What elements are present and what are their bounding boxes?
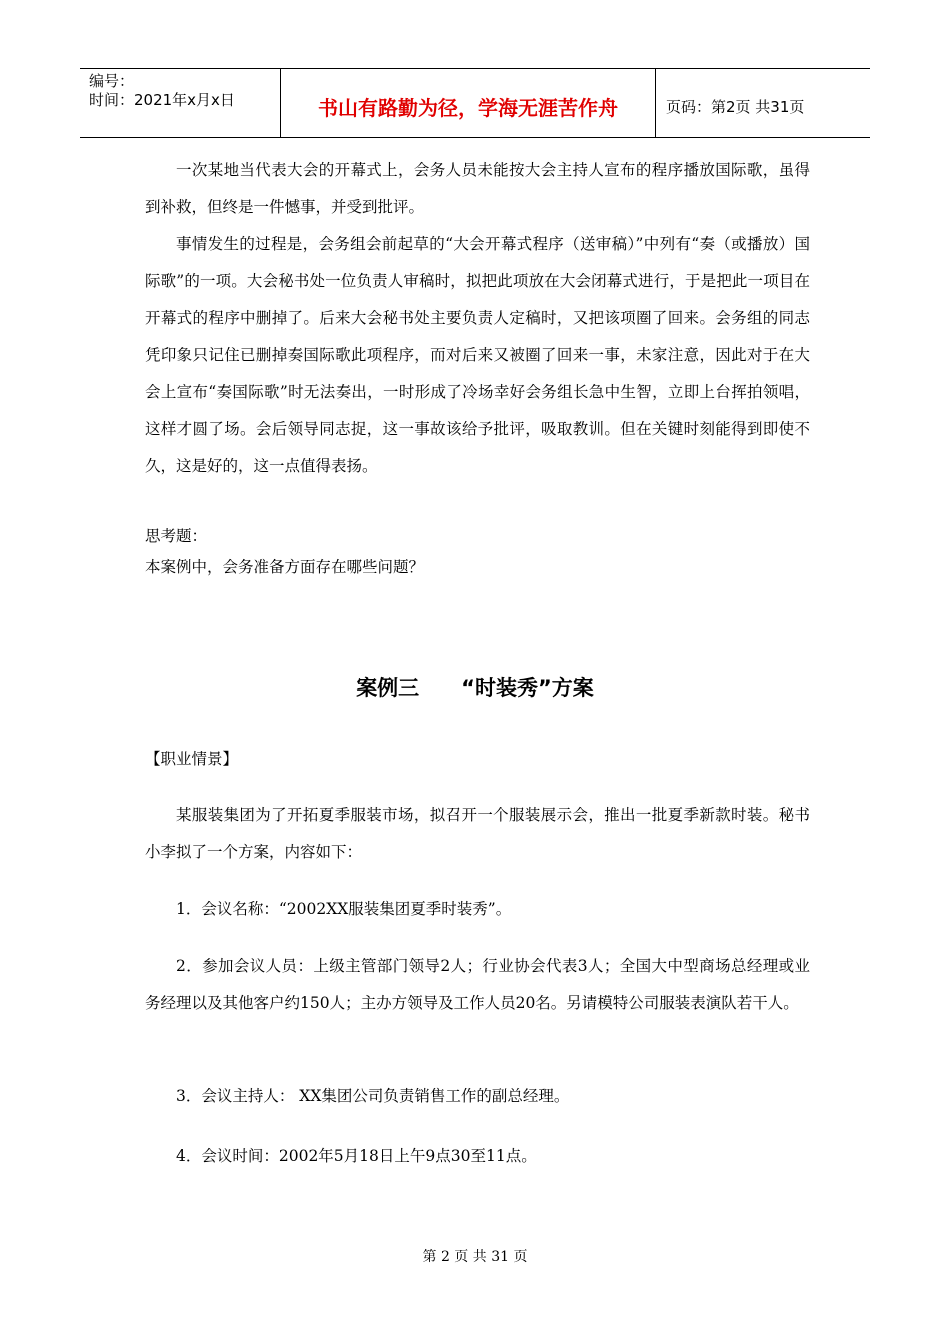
header-meta bbox=[80, 69, 281, 137]
case3-section-label: 【职业情景】 bbox=[145, 750, 239, 768]
case2-question-block bbox=[145, 521, 810, 583]
case3-title: 案例三 “时装秀”方案 bbox=[356, 676, 594, 700]
header-page-info: 页码：第2页 共31页 bbox=[666, 97, 805, 116]
case3-item-2-wrap bbox=[145, 948, 810, 1022]
case3-item-4-wrap bbox=[145, 1138, 810, 1175]
list-item: 4．会议时间：2002年5月18日上午9点30至11点。 bbox=[176, 1147, 537, 1165]
case3-intro-wrap bbox=[145, 797, 810, 871]
list-item: 1．会议名称：“2002XX服装集团夏季时装秀”。 bbox=[176, 900, 512, 918]
header-motto: 书山有路勤为径，学海无涯苦作舟 bbox=[281, 69, 656, 137]
case3-section-label-wrap bbox=[145, 744, 810, 775]
page-header bbox=[80, 68, 870, 138]
page-footer: 第 2 页 共 31 页 bbox=[422, 1249, 528, 1265]
header-number-label: 编号： bbox=[89, 72, 135, 90]
case2-paragraph-1: 一次某地当代表大会的开幕式上，会务人员未能按大会主持人宣布的程序播放国际歌，虽得到补救，但终是一件憾事，并受到批评。 bbox=[145, 161, 810, 216]
list-item: 3．会议主持人： XX集团公司负责销售工作的副总经理。 bbox=[176, 1087, 570, 1105]
list-item: 2．参加会议人员：上级主管部门领导2人；行业协会代表3人；全国大中型商场总经理或业务经理以及其他客户约150人；主办方领导及工作人员20名。另请模特公司服装表演队若干人。 bbox=[145, 957, 810, 1012]
question-text: 本案例中，会务准备方面存在哪些问题？ bbox=[145, 558, 425, 576]
case3-item-3-wrap bbox=[145, 1078, 810, 1115]
case3-item-1-wrap bbox=[145, 891, 810, 928]
question-label: 思考题： bbox=[145, 527, 208, 545]
header-date: 时间：2021年x月x日 bbox=[89, 91, 235, 109]
case2-body bbox=[145, 152, 810, 485]
case3-intro: 某服装集团为了开拓夏季服装市场，拟召开一个服装展示会，推出一批夏季新款时装。秘书小李拟了一个方案，内容如下： bbox=[145, 806, 810, 861]
case2-paragraph-2: 事情发生的过程是，会务组会前起草的“大会开幕式程序（送审稿）”中列有“奏（或播放）国际歌”的一项。大会秘书处一位负责人审稿时，拟把此项放在大会闭幕式进行，于是把此一项目在开幕式的程序中删掉了。后来大会秘书处主要负责人定稿时，又把该项圈了回来。会务组的同志凭印象只记住已删掉奏国际歌此项程序，而对后来又被圈了回来一事，未家注意，因此对于在大会上宣布“奏国际歌”时无法奏出，一时形成了冷场幸好会务组长急中生智，立即上台挥拍领唱，这样才圆了场。会后领导同志捉，这一事故该给予批评，吸取教训。但在关键时刻能得到即使不久，这是好的，这一点值得表扬。 bbox=[145, 235, 810, 475]
